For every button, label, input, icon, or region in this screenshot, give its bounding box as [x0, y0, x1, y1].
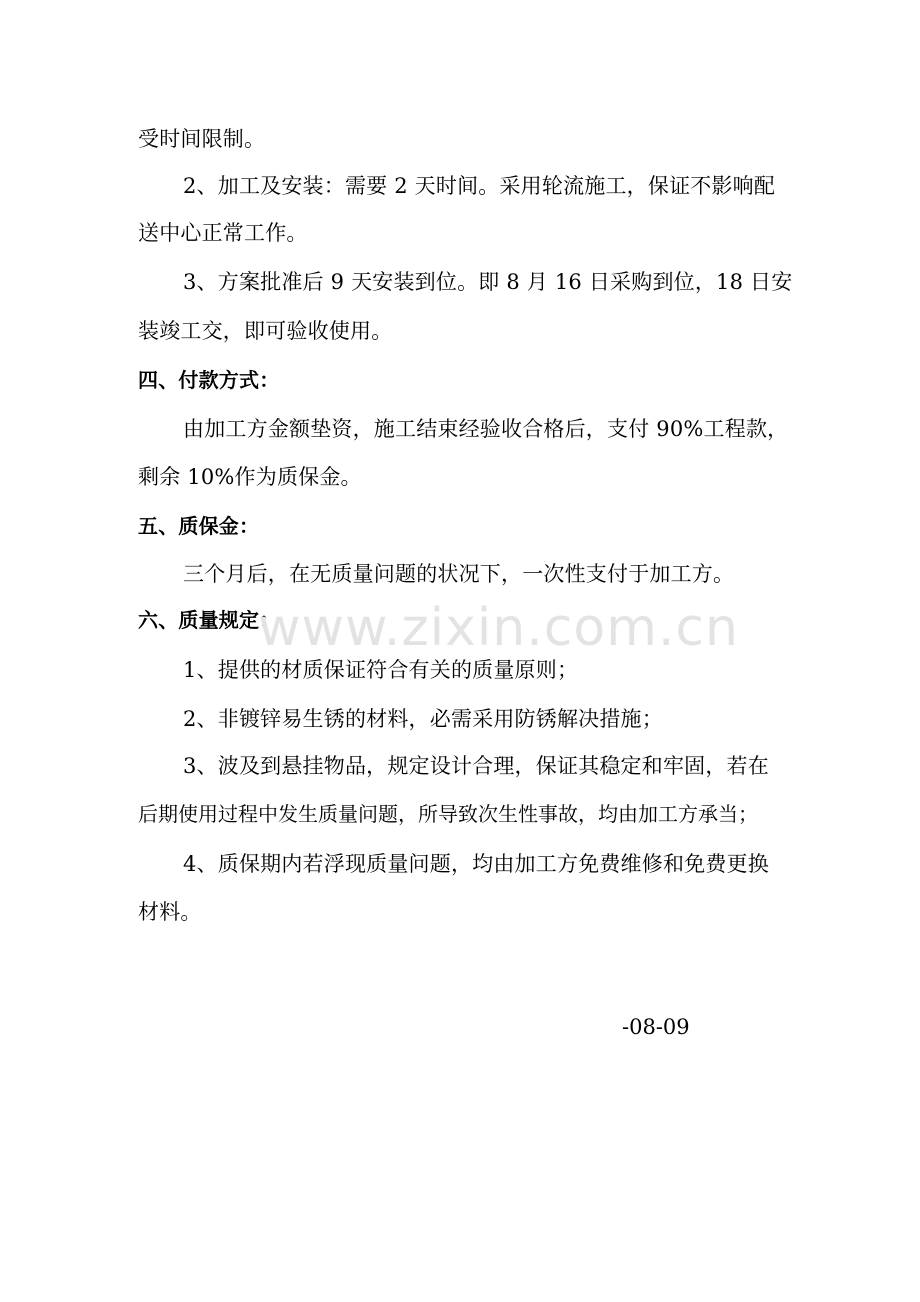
watermark: www.zixin.com.cn	[258, 598, 739, 658]
paragraph-line: 2、非镀锌易生锈的材料，必需采用防锈解决措施；	[183, 707, 663, 731]
paragraph-line: 2、加工及安装：需要 2 天时间。采用轮流施工，保证不影响配	[183, 174, 776, 198]
paragraph-line: 剩余 10%作为质保金。	[138, 465, 362, 489]
paragraph-line: 送中心正常工作。	[138, 221, 308, 245]
document-date: -08-09	[622, 1015, 690, 1039]
section-heading-payment: 四、付款方式：	[138, 368, 280, 392]
paragraph-line: 1、提供的材质保证符合有关的质量原则；	[183, 658, 579, 682]
paragraph-line: 4、质保期内若浮现质量问题，均由加工方免费维修和免费更换	[183, 852, 769, 876]
paragraph-line: 材料。	[138, 900, 202, 924]
paragraph-line: 三个月后，在无质量问题的状况下，一次性支付于加工方。	[183, 562, 735, 586]
paragraph-line: 装竣工交，即可验收使用。	[138, 319, 393, 343]
paragraph-line: 3、方案批准后 9 天安装到位。即 8 月 16 日采购到位，18 日安	[183, 270, 793, 294]
section-heading-warranty-deposit: 五、质保金：	[138, 514, 260, 538]
paragraph-line: 后期使用过程中发生质量问题，所导致次生性事故，均由加工方承当；	[138, 802, 758, 826]
paragraph-line: 由加工方金额垫资，施工结束经验收合格后，支付 90%工程款，	[183, 417, 789, 441]
paragraph-line: 3、波及到悬挂物品，规定设计合理，保证其稳定和牢固，若在	[183, 754, 769, 778]
paragraph-line: 受时间限制。	[138, 127, 266, 151]
section-heading-quality: 六、质量规定：	[138, 608, 280, 632]
